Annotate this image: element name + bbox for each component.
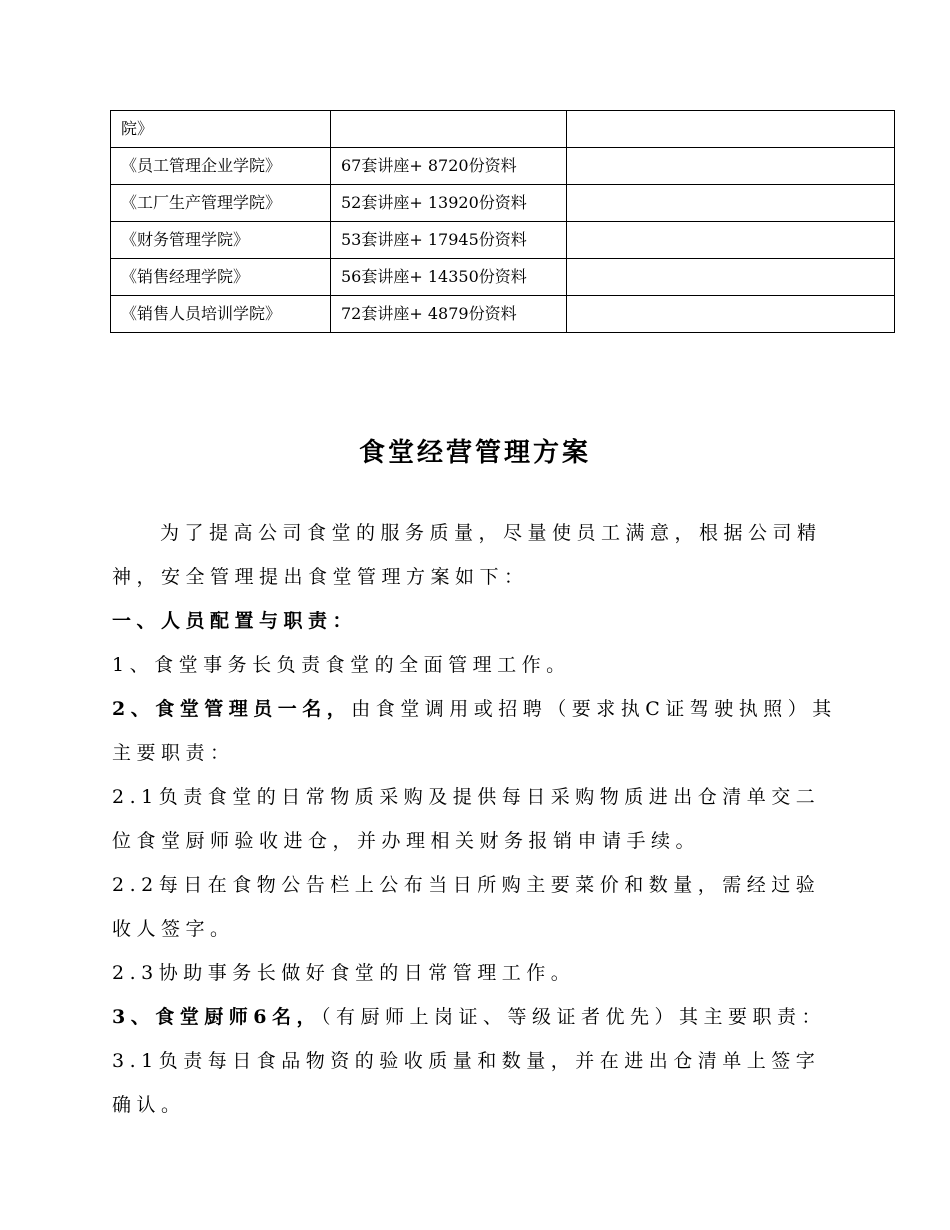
table-cell-name: 《工厂生产管理学院》: [111, 185, 331, 222]
table-cell-note: [567, 296, 895, 333]
paragraph-item-2: [112, 687, 840, 775]
table-cell-content: 56套讲座+ 14350份资料: [331, 259, 567, 296]
table-cell-content-text: 53套讲座+ 17945份资料: [341, 230, 527, 249]
item-3-lead: 3、食堂厨师6名，: [112, 1006, 321, 1028]
table-row: [111, 185, 895, 222]
section-heading: 一、人员配置与职责：: [112, 610, 358, 632]
paragraph-item-3: [112, 995, 840, 1039]
table-row: [111, 222, 895, 259]
item-3-text: （有厨师上岗证、等级证者优先）其主要职责：: [320, 1006, 826, 1028]
table-cell-name: 《员工管理企业学院》: [111, 148, 331, 185]
table-cell-note: [567, 185, 895, 222]
table-cell-name: 《销售人员培训学院》: [111, 296, 331, 333]
paragraph-item-2-1: 2.1负责食堂的日常物质采购及提供每日采购物质进出仓清单交二位食堂厨师验收进仓，并办理相关财务报销申请手续。: [112, 786, 821, 852]
table-cell-content: 52套讲座+ 13920份资料: [331, 185, 567, 222]
table-row: [111, 148, 895, 185]
table-cell-name: 院》: [111, 111, 331, 148]
table-row: [111, 111, 895, 148]
document-body: [112, 511, 840, 1127]
paragraph-item-2-3: 2.3协助事务长做好食堂的日常管理工作。: [112, 962, 576, 984]
document-title: 食堂经营管理方案: [358, 438, 591, 468]
table-cell-note: [567, 111, 895, 148]
table-cell-content: [331, 111, 567, 148]
paragraph-item-3-1: 3.1负责每日食品物资的验收质量和数量，并在进出仓清单上签字确认。: [112, 1050, 821, 1116]
table-cell-content: 67套讲座+ 8720份资料: [331, 148, 567, 185]
table-cell-name: 《财务管理学院》: [111, 222, 331, 259]
item-2-lead: 2、食堂管理员一名，: [112, 698, 352, 720]
table-row: [111, 296, 895, 333]
table-cell-note: [567, 259, 895, 296]
table-cell-content: [331, 222, 567, 259]
table-cell-content: 72套讲座+ 4879份资料: [331, 296, 567, 333]
table-cell-note: [567, 222, 895, 259]
item-2-text: 由食堂调用或招聘（要求执C证驾驶执照）其主要职责：: [112, 698, 837, 764]
table-cell-name: 《销售经理学院》: [111, 259, 331, 296]
intro-paragraph: 为了提高公司食堂的服务质量，尽量使员工满意，根据公司精神，安全管理提出食堂管理方案如下：: [112, 522, 822, 588]
course-catalog-table: [110, 110, 895, 333]
table-row: [111, 259, 895, 296]
table-cell-note: [567, 148, 895, 185]
paragraph-item-1: 1、食堂事务长负责食堂的全面管理工作。: [112, 654, 571, 676]
paragraph-item-2-2: 2.2每日在食物公告栏上公布当日所购主要菜价和数量，需经过验收人签字。: [112, 874, 821, 940]
